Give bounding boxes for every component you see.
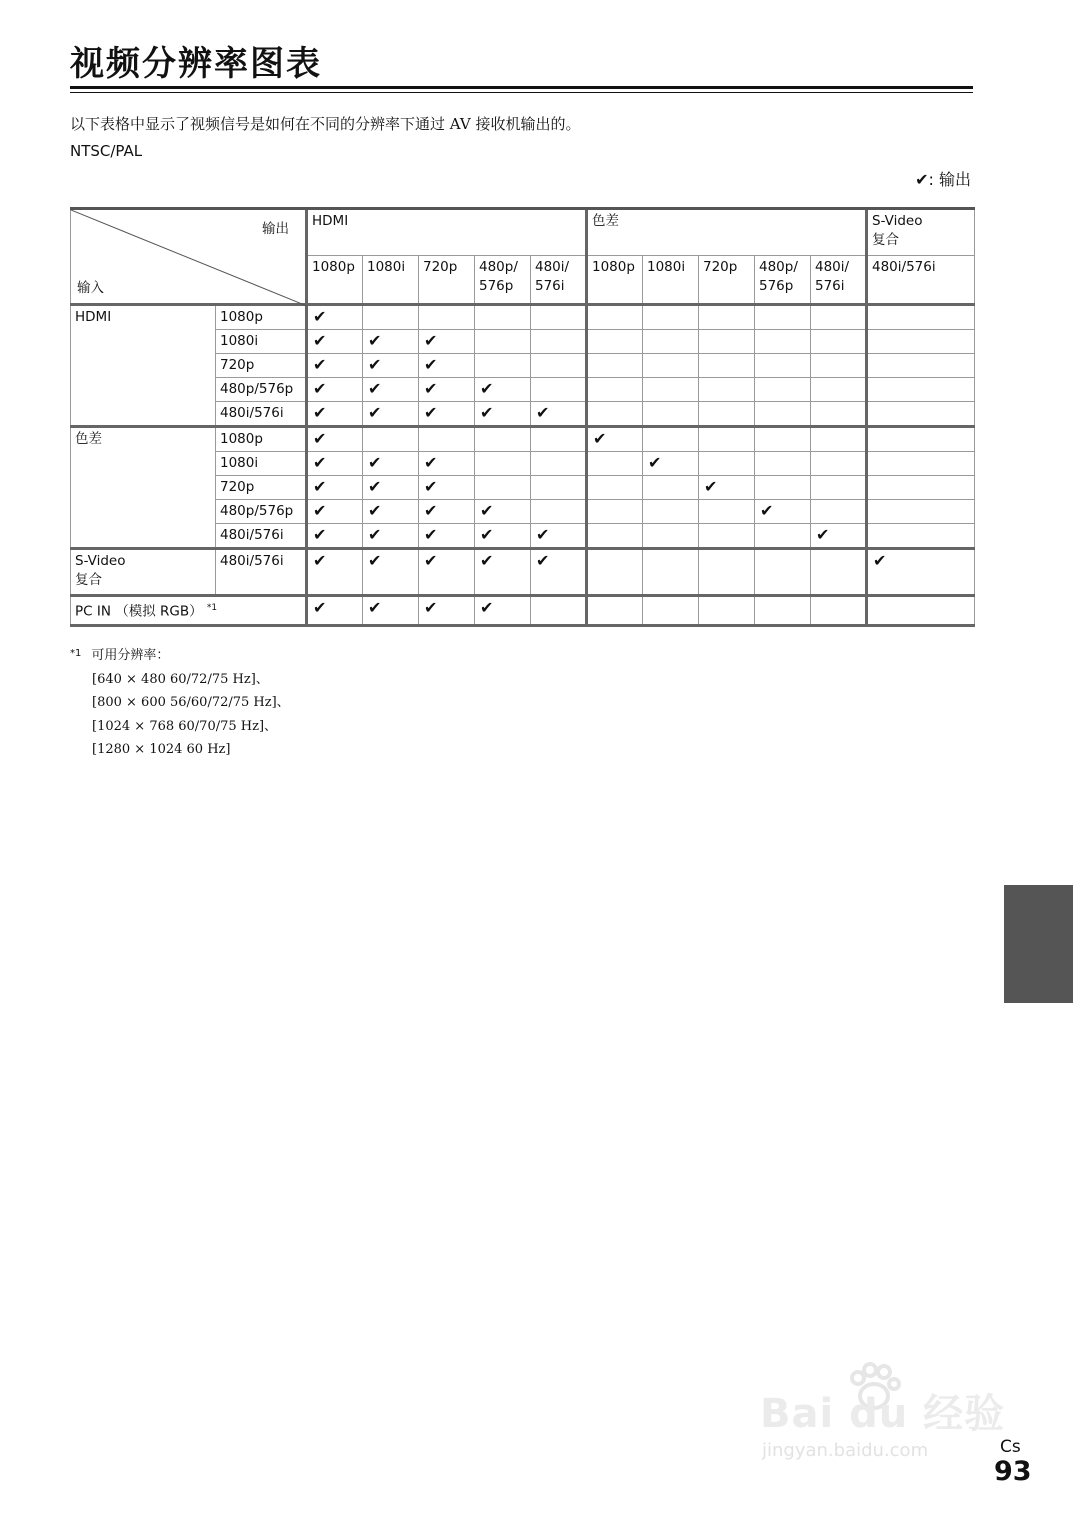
header-svideo (867, 209, 975, 256)
check-icon: ✔ (867, 549, 975, 596)
row-res: 720p (216, 354, 307, 378)
sub-hdmi-1080i: 1080i (363, 256, 419, 305)
check-icon: ✔ (363, 524, 419, 549)
check-icon: ✔ (419, 596, 475, 626)
sub-comp-720p: 720p (699, 256, 755, 305)
row-res: 480p/576p (216, 378, 307, 402)
check-icon: ✔ (307, 452, 363, 476)
row-res: 480p/576p (216, 500, 307, 524)
sub-hdmi-480p (475, 256, 531, 305)
check-icon: ✔ (419, 524, 475, 549)
footnote-line: [800 × 600 56/60/72/75 Hz]、 (92, 695, 290, 710)
check-icon: ✔ (307, 596, 363, 626)
check-icon: ✔ (419, 549, 475, 596)
footnote-line: [640 × 480 60/72/75 Hz]、 (92, 671, 269, 687)
watermark-url: jingyan.baidu.com (762, 1440, 929, 1461)
row-res: 480i/576i (216, 402, 307, 427)
row-res: 1080i (216, 330, 307, 354)
header-svideo-2: 复合 (872, 232, 899, 248)
check-icon: ✔ (475, 596, 531, 626)
table-row (71, 549, 975, 596)
check-icon: ✔ (811, 524, 867, 549)
sub-comp-1080p: 1080p (587, 256, 643, 305)
row-res: 1080p (216, 305, 307, 330)
check-icon: ✔ (307, 500, 363, 524)
check-icon: ✔ (643, 452, 699, 476)
check-icon: ✔ (363, 378, 419, 402)
check-icon: ✔ (307, 354, 363, 378)
check-icon: ✔ (363, 402, 419, 427)
check-icon: ✔ (307, 549, 363, 596)
table-row (71, 596, 975, 626)
check-icon: ✔ (363, 500, 419, 524)
language-code: Cs (1000, 1437, 1021, 1457)
page-title: 视频分辨率图表 (70, 44, 322, 84)
check-icon: ✔ (363, 549, 419, 596)
footnote (70, 642, 290, 762)
header-svideo-1: S-Video (872, 213, 923, 229)
header-component: 色差 (587, 209, 867, 256)
corner-input-label: 输入 (77, 280, 104, 296)
check-icon: ✔ (307, 476, 363, 500)
check-icon: ✔ (475, 524, 531, 549)
row-group-pcin-label: PC IN （模拟 RGB） (75, 603, 203, 620)
check-icon: ✔ (307, 427, 363, 452)
resolution-table (70, 207, 975, 627)
row-group-svideo (71, 549, 216, 596)
check-icon: ✔ (419, 354, 475, 378)
footnote-ref: *1 (206, 603, 218, 613)
check-icon: ✔ (307, 378, 363, 402)
check-icon: ✔ (419, 476, 475, 500)
check-icon: ✔ (475, 402, 531, 427)
check-icon: ✔ (419, 378, 475, 402)
check-icon: ✔ (419, 330, 475, 354)
row-res: 1080i (216, 452, 307, 476)
footnote-mark: *1 (70, 648, 82, 659)
check-icon: ✔ (363, 452, 419, 476)
sub-label: 576p (759, 278, 794, 294)
row-res: 1080p (216, 427, 307, 452)
check-icon: ✔ (755, 500, 811, 524)
check-icon: ✔ (475, 378, 531, 402)
sub-hdmi-480i (531, 256, 587, 305)
corner-output-label: 输出 (262, 221, 289, 237)
check-icon: ✔ (531, 402, 587, 427)
check-icon: ✔ (363, 476, 419, 500)
sub-comp-480p (755, 256, 811, 305)
check-icon: ✔ (307, 305, 363, 330)
check-icon: ✔ (419, 500, 475, 524)
row-group-pcin (71, 596, 307, 626)
sub-label: 480p/ (479, 259, 518, 275)
check-icon: ✔ (419, 452, 475, 476)
title-rule (70, 86, 973, 89)
check-icon: ✔ (915, 170, 929, 189)
sub-comp-480i (811, 256, 867, 305)
page-number: 93 (994, 1456, 1032, 1487)
footnote-line: [1280 × 1024 60 Hz] (92, 742, 231, 757)
intro-text: 以下表格中显示了视频信号是如何在不同的分辨率下通过 AV 接收机输出的。 (70, 115, 581, 133)
check-icon: ✔ (587, 427, 643, 452)
legend-label: : 输出 (928, 170, 971, 189)
sub-svideo-480i: 480i/576i (867, 256, 975, 305)
check-icon: ✔ (363, 596, 419, 626)
header-hdmi: HDMI (307, 209, 587, 256)
row-group-component: 色差 (71, 427, 216, 549)
row-res: 480i/576i (216, 524, 307, 549)
row-group-hdmi: HDMI (71, 305, 216, 427)
check-icon: ✔ (531, 524, 587, 549)
check-icon: ✔ (419, 402, 475, 427)
footnote-line: [1024 × 768 60/70/75 Hz]、 (92, 718, 278, 734)
table-row (71, 305, 975, 330)
check-icon: ✔ (699, 476, 755, 500)
sub-label: 576p (479, 278, 514, 294)
footnote-heading: 可用分辨率： (91, 648, 170, 663)
sub-hdmi-720p: 720p (419, 256, 475, 305)
side-tab (1004, 885, 1073, 1003)
sub-hdmi-1080p: 1080p (307, 256, 363, 305)
sub-label: 480p/ (759, 259, 798, 275)
sub-label: 480i/ (815, 259, 850, 275)
sub-label: 576i (815, 278, 845, 294)
title-rule-thin (70, 92, 973, 93)
check-icon: ✔ (307, 524, 363, 549)
subtitle: NTSC/PAL (70, 142, 143, 160)
table-row (71, 427, 975, 452)
check-icon: ✔ (307, 402, 363, 427)
corner-cell (71, 209, 307, 305)
sub-label: 480i/ (535, 259, 570, 275)
check-icon: ✔ (363, 354, 419, 378)
row-res: 480i/576i (216, 549, 307, 596)
check-icon: ✔ (475, 500, 531, 524)
check-icon: ✔ (363, 330, 419, 354)
row-group-svideo-1: S-Video (75, 553, 126, 569)
row-group-svideo-2: 复合 (75, 572, 102, 588)
row-res: 720p (216, 476, 307, 500)
sub-comp-1080i: 1080i (643, 256, 699, 305)
legend (915, 167, 971, 190)
check-icon: ✔ (475, 549, 531, 596)
check-icon: ✔ (307, 330, 363, 354)
check-icon: ✔ (531, 549, 587, 596)
watermark: Bai du 经验 (760, 1391, 1006, 1437)
sub-label: 576i (535, 278, 565, 294)
